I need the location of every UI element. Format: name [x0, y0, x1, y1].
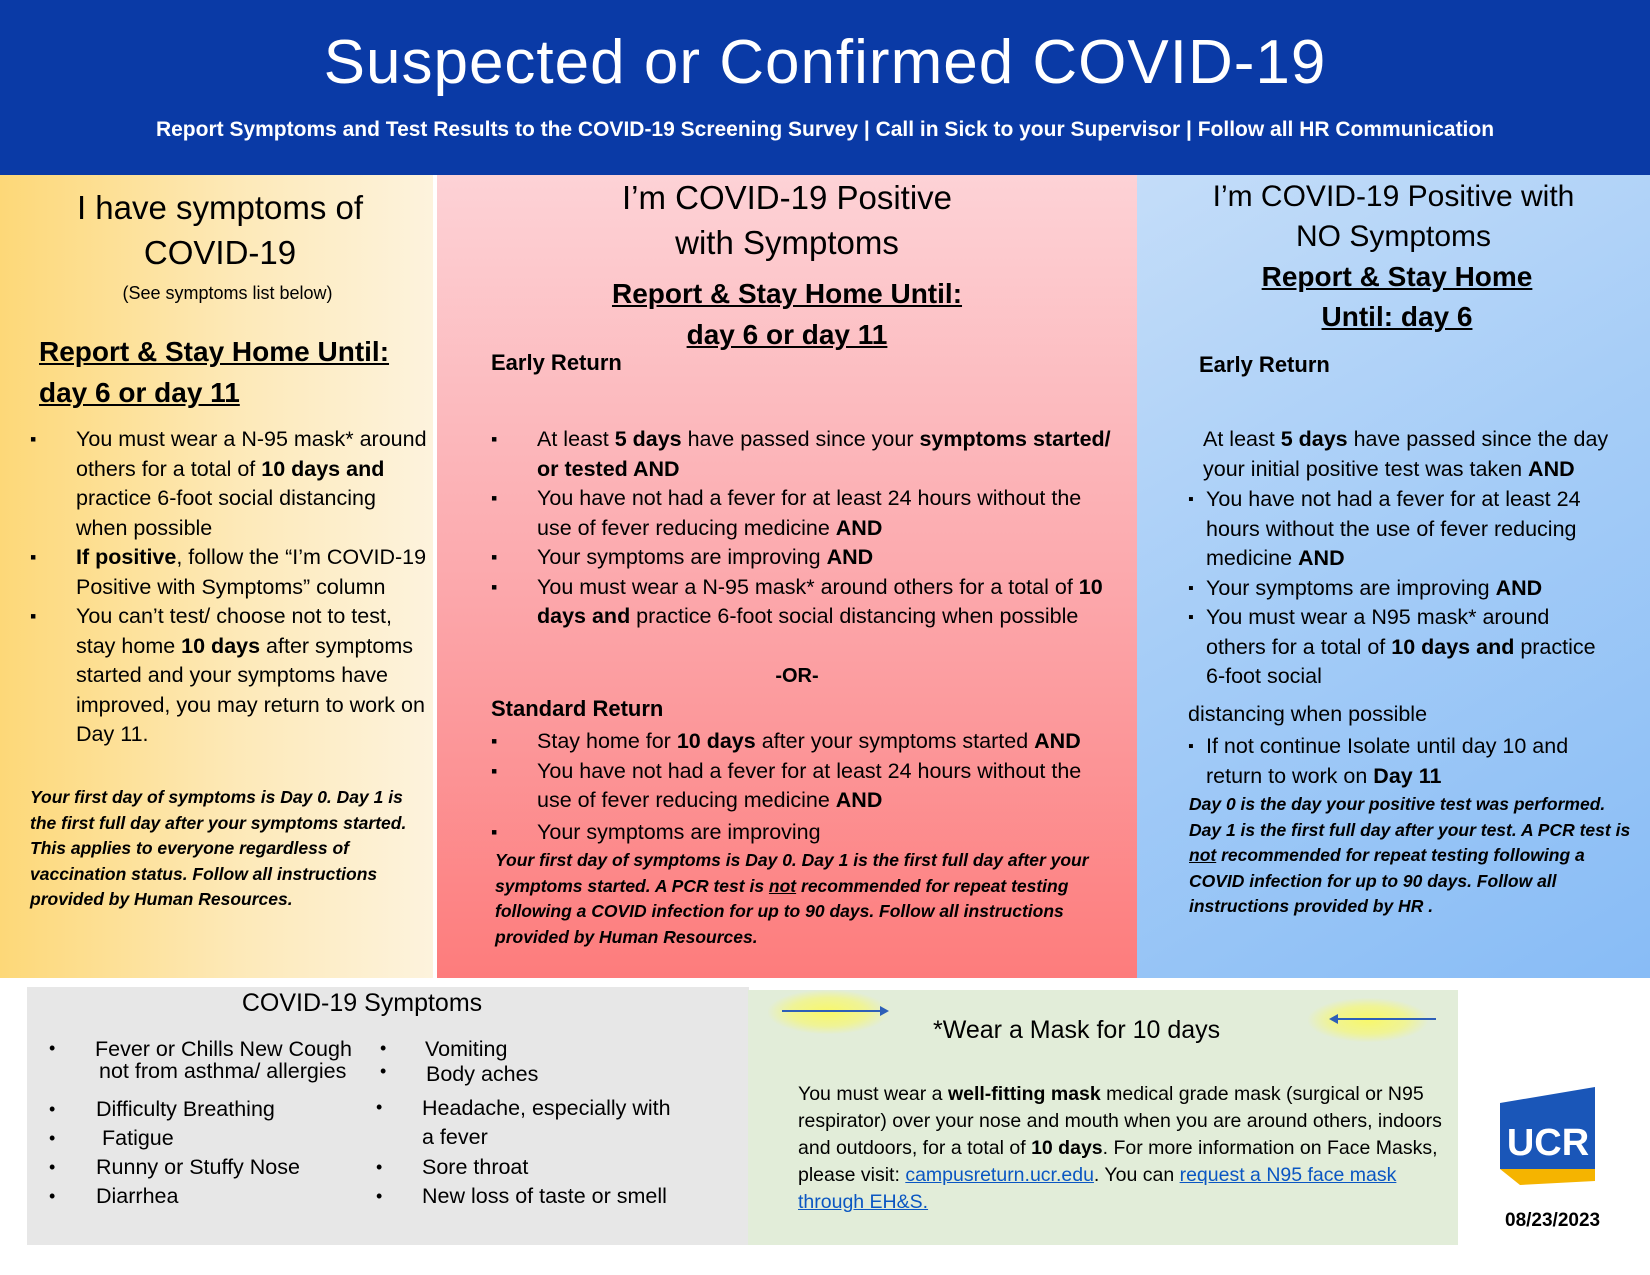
report-line: Until: day 6 [1321, 301, 1473, 332]
page-title: Suspected or Confirmed COVID-19 [323, 28, 1327, 97]
text: AND [826, 545, 874, 569]
bullet-icon: • [49, 1186, 56, 1206]
mask-title: *Wear a Mask for 10 days [933, 1016, 1221, 1044]
list-item [1188, 732, 1608, 791]
bullet-icon: • [376, 1097, 383, 1117]
text: AND [835, 788, 883, 812]
logo-text: UCR [1506, 1122, 1590, 1164]
text: recommended for repeat testing following a COVID infection for up to 90 days. Follow all instructions provided by HR . [1189, 845, 1585, 916]
instruction-list [30, 425, 430, 750]
text: 10 days [1031, 1137, 1103, 1159]
text: have passed since the day your initial positive test was taken [1203, 427, 1609, 481]
symptoms-box [27, 987, 749, 1245]
symptom-item: Runny or Stuffy Nose [96, 1155, 300, 1179]
text: You have not had a fever for at least 24 hours without the use of fever reducing medicine [537, 758, 1082, 812]
text: You must wear a N-95 mask* around others for a total of [76, 427, 427, 481]
title-line: I’m COVID-19 Positive with [1212, 180, 1575, 213]
symptom-item: Vomiting [425, 1037, 508, 1061]
text: medical grade mask (surgical or N95 respirator) over your nose and mouth when you are around others, indoors and outdoors, for a total of [798, 1083, 1442, 1159]
text: symptoms started/ or tested AND [537, 427, 1111, 481]
text: You can’t test/ choose not to test, stay home [76, 604, 392, 658]
report-heading [39, 331, 389, 413]
title-line: COVID-19 [143, 234, 297, 271]
text: , follow the “I’m COVID-19 Positive with Symptoms” column [76, 545, 427, 599]
bullet-icon: • [376, 1186, 383, 1206]
report-line: day 6 or day 11 [39, 377, 240, 408]
text: practice 6-foot social distancing when possible [630, 604, 1079, 628]
text: 5 days [614, 427, 682, 451]
title-line: I’m COVID-19 Positive [621, 179, 953, 216]
or-divider: -OR- [775, 665, 819, 687]
text: If positive [76, 545, 177, 569]
text: . For more information on Face Masks, please visit: [798, 1137, 1438, 1186]
text: 10 days and [1391, 634, 1515, 659]
early-return-intro [1203, 425, 1633, 484]
bullet-icon: • [380, 1038, 387, 1058]
list-item [30, 425, 430, 543]
list-item [491, 727, 1121, 757]
text: . You can [1093, 1164, 1180, 1186]
title-line: I have symptoms of [76, 189, 364, 226]
text: 5 days [1280, 427, 1348, 451]
text: You must wear a N95 mask* around others for a total of [1206, 605, 1550, 659]
early-return-list [1188, 485, 1608, 692]
list-item [491, 484, 1121, 543]
report-line: Report & Stay Home Until: [39, 336, 390, 367]
column-title [1137, 177, 1650, 257]
ucr-logo [1500, 1087, 1595, 1185]
mask-paragraph [798, 1081, 1458, 1216]
list-item [491, 425, 1121, 484]
text: not [1189, 845, 1217, 865]
text: AND [1528, 456, 1575, 481]
text: At least [1203, 427, 1281, 451]
text: You must wear a N-95 mask* around others for a total of [537, 574, 1079, 599]
bullet-icon: • [49, 1128, 56, 1148]
text: Your symptoms are improving [1206, 575, 1496, 600]
list-item [1188, 485, 1608, 574]
column-note: Your first day of symptoms is Day 0. Day 1 is the first full day after your symptoms started. This applies to everyone regardless of vaccination status. Follow all instructions provided by Human Resources. [30, 787, 407, 909]
text: Day 0 is the day your positive test was performed. Day 1 is the first full day after your test. A PCR test is [1189, 794, 1631, 840]
symptoms-title: COVID-19 Symptoms [241, 989, 483, 1017]
symptom-item: a fever [422, 1125, 488, 1149]
page-header [0, 0, 1650, 175]
text: At least [537, 427, 615, 451]
column-title [437, 175, 1137, 265]
column-positive-no-symptoms [1137, 175, 1650, 978]
report-heading [437, 273, 1137, 355]
bullet-icon: • [380, 1061, 387, 1081]
text: after your symptoms started [755, 729, 1035, 753]
text: 10 days [676, 729, 756, 753]
title-line: with Symptoms [675, 224, 899, 261]
symptom-item: Fatigue [102, 1126, 174, 1150]
isolate-list [1188, 732, 1608, 791]
text: You have not had a fever for at least 24 hours without the use of fever reducing medicine [1206, 487, 1581, 570]
list-item [491, 757, 1121, 816]
text: Your symptoms are improving [537, 819, 821, 844]
column-note [1189, 792, 1634, 920]
continuation-text: distancing when possible [1188, 702, 1428, 726]
symptoms-hint: (See symptoms list below) [122, 283, 333, 303]
standard-return-list [491, 727, 1121, 847]
page-subtitle: Report Symptoms and Test Results to the COVID-19 Screening Survey | Call in Sick to your Supervisor | Follow all HR Communication [155, 118, 1495, 141]
text: practice 6-foot social distancing when possible [76, 486, 376, 540]
arrow-left-icon [1328, 1012, 1438, 1026]
list-item [491, 573, 1121, 632]
list-item [30, 543, 430, 602]
report-line: day 6 or day 11 [686, 319, 888, 350]
text: 10 days and [537, 574, 1103, 628]
list-item [30, 602, 430, 750]
bullet-icon: • [49, 1038, 56, 1058]
text: AND [1298, 546, 1345, 570]
column-title [0, 185, 440, 275]
text: Day 11 [1373, 763, 1442, 788]
report-line: Report & Stay Home [1261, 261, 1533, 292]
text: Your symptoms are improving [537, 545, 827, 569]
bullet-icon: • [49, 1157, 56, 1177]
text: recommended for repeat testing following a COVID infection for up to 90 days. Follow all instructions provided by Human Resources. [495, 875, 1069, 947]
column-symptoms [0, 175, 433, 978]
request-n95-link[interactable]: request a N95 face mask through EH&S. [798, 1164, 1397, 1213]
early-return-heading: Early Return [491, 350, 622, 375]
text: 10 days [181, 633, 261, 658]
title-line: NO Symptoms [1295, 220, 1492, 253]
column-note [495, 848, 1135, 950]
symptom-item: Sore throat [422, 1155, 529, 1179]
text: You must wear a [798, 1083, 948, 1105]
campusreturn-link[interactable]: campusreturn.ucr.edu [905, 1164, 1094, 1186]
symptom-item: Fever or Chills New Cough [95, 1037, 352, 1061]
arrow-right-icon [780, 1004, 890, 1018]
text: have passed since your [681, 427, 920, 451]
symptom-item: New loss of taste or smell [422, 1184, 667, 1208]
list-item [1188, 603, 1608, 692]
symptom-item: not from asthma/ allergies [99, 1059, 347, 1083]
symptom-item: Headache, especially with [422, 1096, 671, 1120]
text: AND [835, 515, 883, 540]
list-item [491, 543, 1121, 573]
report-heading [1137, 257, 1650, 337]
bullet-icon: • [49, 1099, 56, 1119]
text: Your first day of symptoms is Day 0. Day 1 is the first full day after your symptoms started. A PCR test is [495, 850, 1089, 896]
text: 10 days and [261, 456, 385, 481]
column-positive-symptoms [437, 175, 1137, 978]
standard-return-heading: Standard Return [491, 696, 664, 721]
bullet-icon: • [376, 1157, 383, 1177]
report-line: Report & Stay Home Until: [611, 278, 963, 309]
mask-box [748, 990, 1458, 1245]
early-return-list [491, 425, 1121, 632]
symptom-item: Body aches [426, 1062, 539, 1086]
text: well-fitting mask [947, 1083, 1101, 1105]
text: not [768, 875, 797, 896]
text: Stay home for [537, 729, 677, 753]
text: If not continue Isolate until day 10 and return to work on [1206, 734, 1569, 788]
text: practice 6-foot social [1206, 634, 1596, 688]
list-item [1188, 574, 1608, 604]
list-item [491, 818, 1121, 848]
symptom-item: Diarrhea [96, 1184, 179, 1208]
text: after symptoms started and your symptoms have improved, you may return to work on Day 11. [76, 633, 425, 746]
text: AND [1495, 575, 1543, 600]
symptom-item: Difficulty Breathing [96, 1097, 275, 1121]
text: AND [1034, 729, 1081, 753]
date-stamp: 08/23/2023 [1505, 1210, 1601, 1231]
text: You have not had a fever for at least 24 hours without the use of fever reducing medicine [537, 486, 1082, 540]
early-return-heading: Early Return [1199, 352, 1330, 377]
